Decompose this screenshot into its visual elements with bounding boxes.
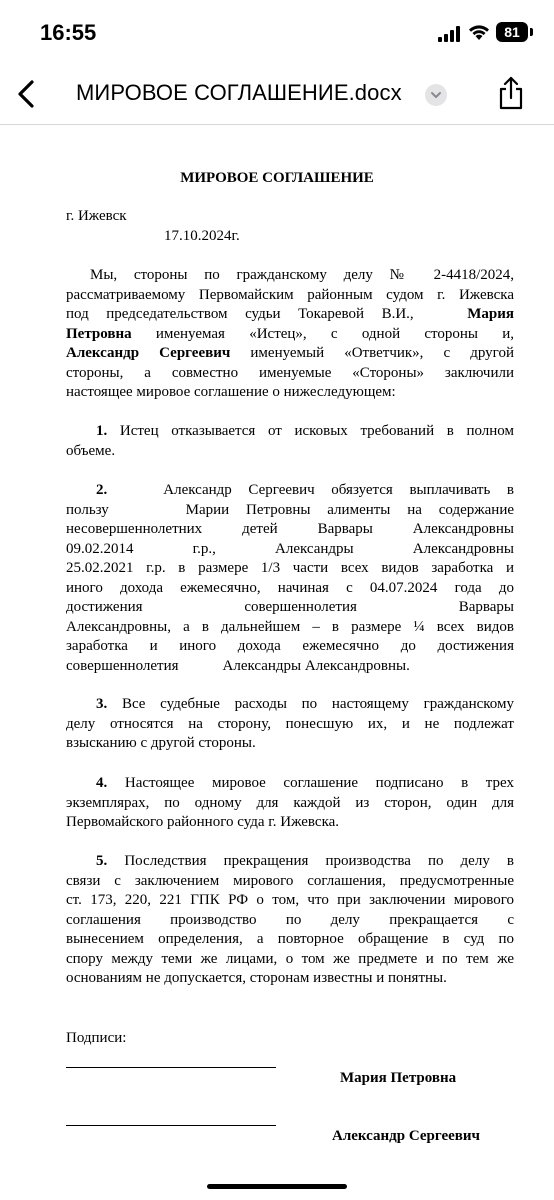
clause-line: спору между теми же лицами, о том же предмете и по тем же [66,950,514,967]
share-icon[interactable] [496,74,526,112]
clause-text: 09.02.2014 [66,540,134,557]
clause-1 [66,422,514,461]
clause-line [66,695,514,715]
clause-line: вынесением определения, а повторное обращение в суд по [66,931,514,947]
clause-line: иного дохода ежемесячно, начиная с 04.07.2024 года до [66,579,514,596]
signature-line [66,1125,276,1126]
party-name: Александр Сергеевич [66,345,231,361]
wifi-icon [467,23,491,41]
party-name: Мария [467,306,514,322]
intro-text: под председательством судьи Токаревой В.И., [66,306,414,322]
clause-line [66,852,514,872]
clause-5 [66,852,514,989]
clause-line: объеме. [66,442,116,459]
intro-line: Мы, стороны по гражданскому делу № 2-4418/2024, [90,267,514,283]
signature-line [66,1067,276,1068]
battery-tip [530,28,533,36]
clause-line: 25.02.2021 г.р. в размере 1/3 части всех видов заработка и [66,560,514,576]
clause-line: соглашения производство по делу прекращается с [66,911,514,928]
clause-text: Александры Александровны [275,540,514,557]
clause-line [66,520,514,540]
document-heading: МИРОВОЕ СОГЛАШЕНИЕ [180,170,374,186]
clause-text: совершеннолетия [244,599,357,615]
clause-text: пользу [66,501,109,518]
title-menu-chevron-down-icon[interactable] [425,84,447,106]
cellular-signal-icon [438,26,462,42]
clause-line: Александровны, а в дальнейшем – в размере ¼ всех видов [66,618,514,635]
clause-text: Варвары Александровны [317,521,514,537]
clause-2 [66,481,514,676]
clause-line [66,540,514,560]
clause-text: Александры Александровны. [222,657,410,674]
clause-line: Первомайского районного суда г. Ижевска. [66,814,340,830]
document-city: г. Ижевск [66,208,127,224]
clause-number: 4. [96,775,108,791]
battery-icon: 81 [496,22,528,42]
document-page [0,125,554,1200]
clause-text: г.р., [192,540,216,557]
clause-text: Настоящее мировое соглашение подписано в трех [107,775,514,791]
intro-line [66,305,514,325]
clause-line: взысканию с другой стороны. [66,735,256,751]
clause-line [66,657,514,677]
status-time: 16:55 [40,20,97,45]
home-indicator [207,1184,347,1189]
document-title[interactable]: МИРОВОЕ СОГЛАШЕНИЕ.docx [76,80,402,105]
clause-text: Марии Петровны алименты на содержание [185,501,515,518]
intro-line [66,325,514,345]
party-name: Петровна [66,325,132,342]
clause-line: заработка и иного дохода ежемесячно до достижения [66,638,514,654]
clause-4 [66,774,514,833]
clause-text: совершеннолетия [66,657,179,674]
intro-line: рассматриваемому Первомайским районным судом г. Ижевска [66,286,514,303]
document-date: 17.10.2024г. [164,228,240,244]
back-chevron-icon[interactable] [12,78,42,110]
clause-number: 5. [96,853,108,869]
intro-line [66,344,514,364]
clause-text: Все судебные расходы по настоящему гражданскому [107,696,514,712]
clause-line: экземплярах, по одному для каждой из сторон, один для [66,794,514,811]
clause-line [66,598,514,618]
clause-number: 3. [96,696,108,712]
status-bar [0,0,554,64]
clause-text: достижения [66,599,143,615]
clause-line: ст. 173, 220, 221 ГПК РФ о том, что при заключении мирового [66,892,514,908]
clause-3 [66,695,514,754]
signatures-label: Подписи: [66,1030,127,1046]
intro-line: стороны, а совместно именуемые «Стороны» заключили [66,364,514,381]
intro-line: настоящее мировое соглашение о нижеследующем: [66,384,396,400]
intro-text: именуемый «Ответчик», с другой [230,345,514,361]
intro-paragraph [66,266,514,403]
signatory-name: Александр Сергеевич [332,1128,480,1144]
clause-line: делу относятся на сторону, понесшую их, и не подлежат [66,715,514,732]
intro-text: именуемая «Истец», с одной стороны и, [131,325,514,342]
chevron-down-icon [425,84,447,106]
clause-text: несовершеннолетних детей [66,521,278,537]
clause-line: связи с заключением мирового соглашения, предусмотренные [66,872,514,889]
signatory-name: Мария Петровна [340,1070,457,1086]
clause-text: Истец отказывается от исковых требований в полном [107,423,514,439]
clause-line [66,422,514,442]
clause-line [66,481,514,501]
clause-number: 2. [96,482,108,498]
clause-text: Варвары [458,599,515,615]
clause-line [66,774,514,794]
clause-text: Последствия прекращения производства по делу в [107,853,514,869]
nav-bar [0,64,554,125]
clause-line: основаниям не допускается, сторонам известны и понятны. [66,970,447,986]
clause-text: Александр Сергеевич обязуется выплачивать в [163,482,514,498]
clause-line [66,501,514,521]
clause-number: 1. [96,423,108,439]
